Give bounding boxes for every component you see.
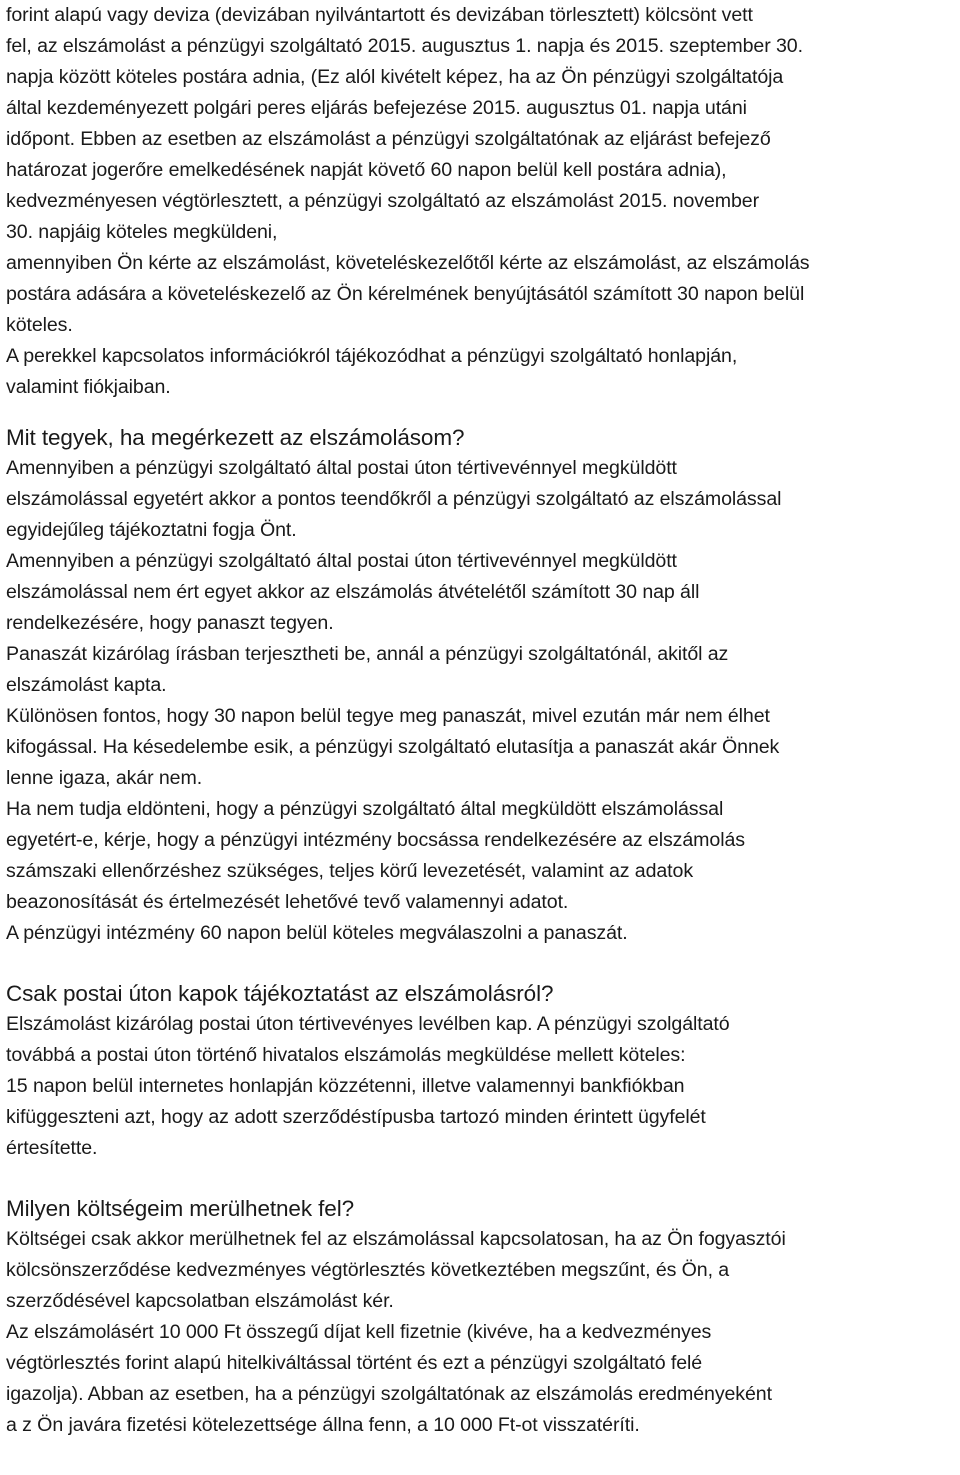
section-heading: Mit tegyek, ha megérkezett az elszámolásom?	[6, 425, 465, 450]
text-line: végtörlesztés forint alapú hitelkiváltással történt és ezt a pénzügyi szolgáltató felé	[6, 1352, 703, 1374]
text-line: fel, az elszámolást a pénzügyi szolgáltató 2015. augusztus 1. napja és 2015. szeptember 30.	[6, 35, 803, 57]
text-line: értesítette.	[6, 1137, 98, 1159]
section-heading: Milyen költségeim merülhetnek fel?	[6, 1196, 355, 1221]
text-line: időpont. Ebben az esetben az elszámolást a pénzügyi szolgáltatónak az eljárást befejező	[6, 128, 771, 150]
text-line: egyidejűleg tájékoztatni fogja Önt.	[6, 519, 297, 541]
section-postal-notification	[6, 978, 958, 1164]
text-line: A pénzügyi intézmény 60 napon belül köteles megválaszolni a panaszát.	[6, 922, 628, 944]
text-line: a z Ön javára fizetési kötelezettsége állna fenn, a 10 000 Ft-ot visszatéríti.	[6, 1414, 640, 1436]
text-line: továbbá a postai úton történő hivatalos elszámolás megküldése mellett köteles:	[6, 1044, 686, 1066]
section-costs	[6, 1193, 958, 1441]
text-line: Az elszámolásért 10 000 Ft összegű díjat kell fizetnie (kivéve, ha a kedvezményes	[6, 1321, 712, 1343]
text-line: kölcsönszerződése kedvezményes végtörlesztés következtében megszűnt, és Ön, a	[6, 1259, 730, 1281]
text-line: igazolja). Abban az esetben, ha a pénzügyi szolgáltatónak az elszámolás eredményeként	[6, 1383, 772, 1405]
text-line: Panaszát kizárólag írásban terjesztheti be, annál a pénzügyi szolgáltatónál, akitől az	[6, 643, 729, 665]
document-body	[6, 0, 958, 1441]
text-line: által kezdeményezett polgári peres eljárás befejezése 2015. augusztus 01. napja utáni	[6, 97, 747, 119]
text-line: kedvezményesen végtörlesztett, a pénzügyi szolgáltató az elszámolást 2015. november	[6, 190, 760, 212]
section-heading: Csak postai úton kapok tájékoztatást az elszámolásról?	[6, 981, 554, 1006]
text-line: rendelkezésére, hogy panaszt tegyen.	[6, 612, 334, 634]
text-line: elszámolással egyetért akkor a pontos teendőkről a pénzügyi szolgáltató az elszámolással	[6, 488, 782, 510]
text-line: forint alapú vagy deviza (devizában nyilvántartott és devizában törlesztett) kölcsönt vett	[6, 4, 753, 26]
text-line: szerződésével kapcsolatban elszámolást kér.	[6, 1290, 394, 1312]
text-line: határozat jogerőre emelkedésének napját követő 60 napon belül kell postára adnia),	[6, 159, 727, 181]
text-line: A perekkel kapcsolatos információkról tájékozódhat a pénzügyi szolgáltató honlapján,	[6, 345, 738, 367]
text-line: elszámolást kapta.	[6, 674, 167, 696]
text-line: postára adására a követeléskezelő az Ön kérelmének benyújtásától számított 30 napon belül	[6, 283, 805, 305]
text-line: amennyiben Ön kérte az elszámolást, követeléskezelőtől kérte az elszámolást, az elszámolás	[6, 252, 810, 274]
text-line: Költségei csak akkor merülhetnek fel az elszámolással kapcsolatosan, ha az Ön fogyasztói	[6, 1228, 786, 1250]
text-line: elszámolással nem ért egyet akkor az elszámolás átvételétől számított 30 nap áll	[6, 581, 700, 603]
text-line: kifüggeszteni azt, hogy az adott szerződéstípusba tartozó minden érintett ügyfelét	[6, 1106, 706, 1128]
text-line: Különösen fontos, hogy 30 napon belül tegye meg panaszát, mivel ezután már nem élhet	[6, 705, 770, 727]
text-line: 30. napjáig köteles megküldeni,	[6, 221, 278, 243]
text-line: Elszámolást kizárólag postai úton tértivevényes levélben kap. A pénzügyi szolgáltató	[6, 1013, 730, 1035]
text-line: 15 napon belül internetes honlapján közzétenni, illetve valamennyi bankfiókban	[6, 1075, 685, 1097]
text-line: köteles.	[6, 314, 73, 336]
text-line: Amennyiben a pénzügyi szolgáltató által postai úton tértivevénnyel megküldött	[6, 550, 677, 572]
text-line: valamint fiókjaiban.	[6, 376, 171, 398]
text-line: Amennyiben a pénzügyi szolgáltató által postai úton tértivevénnyel megküldött	[6, 457, 677, 479]
text-line: napja között köteles postára adnia, (Ez alól kivételt képez, ha az Ön pénzügyi szolgáltatója	[6, 66, 784, 88]
text-line: Ha nem tudja eldönteni, hogy a pénzügyi szolgáltató által megküldött elszámolással	[6, 798, 724, 820]
text-line: számszaki ellenőrzéshez szükséges, teljes körű levezetését, valamint az adatok	[6, 860, 694, 882]
text-line: beazonosítását és értelmezését lehetővé tevő valamennyi adatot.	[6, 891, 569, 913]
text-line: kifogással. Ha késedelembe esik, a pénzügyi szolgáltató elutasítja a panaszát akár Önnek	[6, 736, 780, 758]
intro-paragraph	[6, 0, 958, 403]
section-settlement-arrived	[6, 422, 958, 949]
text-line: egyetért-e, kérje, hogy a pénzügyi intézmény bocsássa rendelkezésére az elszámolás	[6, 829, 745, 851]
text-line: lenne igaza, akár nem.	[6, 767, 203, 789]
